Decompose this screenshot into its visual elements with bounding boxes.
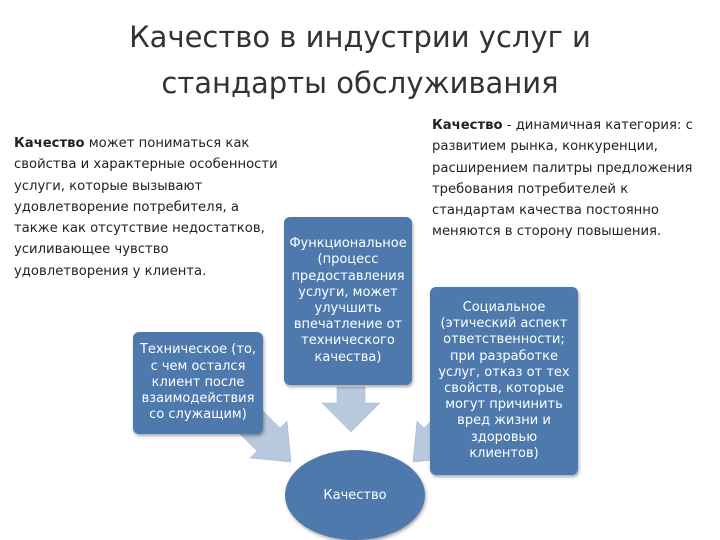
functional-quality-box: Функциональное (процесс предоставления услуги, может улучшить впечатление от технического качества): [284, 217, 412, 385]
quality-definition-body: может пониматься как свойства и характерные особенности услуги, которые вызывают удовлетворение потребителя, а также как отсутствие недостатков, усиливающее чувство удовлетворения у клиента.: [14, 136, 278, 279]
quality-term-dynamic: Качество: [432, 118, 503, 133]
quality-circle: Качество: [285, 450, 425, 540]
social-quality-box: Социальное (этический аспект ответственности; при разработке услуг, отказ от тех свойств, которые могут причинить вред жизни и здоровью клиентов): [430, 287, 578, 475]
page-title: Качество в индустрии услуг и стандарты обслуживания: [129, 20, 591, 100]
quality-term: Качество: [14, 136, 85, 151]
arrow-functional-to-quality: [322, 387, 380, 432]
technical-quality-box: Техническое (то, с чем остался клиент после взаимодействия со служащим): [133, 332, 263, 434]
quality-dynamics-body: - динамичная категория: с развитием рынка, конкуренции, расширением палитры предложения требования потребителей к стандартам качества постоянно меняются в сторону повышения.: [432, 118, 693, 240]
